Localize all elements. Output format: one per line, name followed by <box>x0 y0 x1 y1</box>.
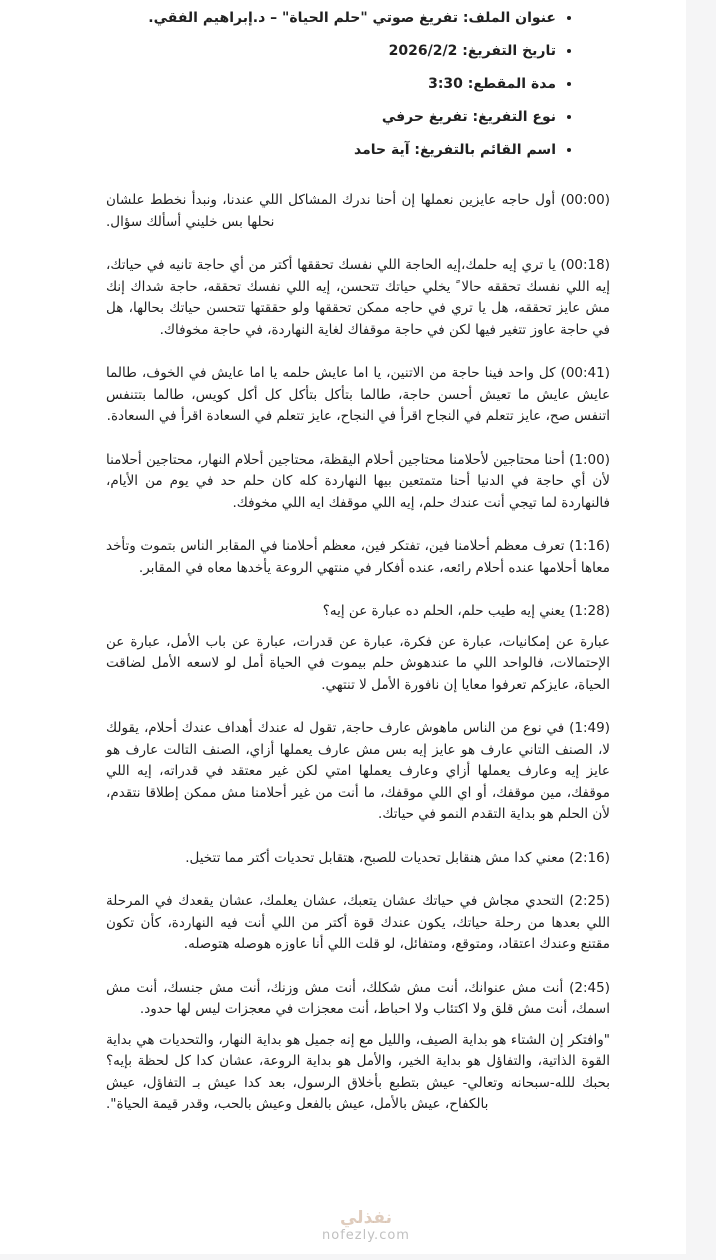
timestamp: (00:41) <box>560 365 610 381</box>
timestamp: (1:49) <box>569 720 610 736</box>
timestamp: (2:16) <box>569 849 610 866</box>
transcript-paragraph <box>106 450 610 515</box>
timestamp: (1:28) <box>569 603 610 619</box>
watermark <box>306 1208 426 1244</box>
transcript-paragraph <box>106 718 610 826</box>
transcript-paragraph <box>106 363 610 428</box>
metadata-list <box>106 8 610 160</box>
paragraph-text: التحدي مجاش في حياتك عشان يتعبك، عشان يعلمك، عشان يقعدك في المرحلة اللي بعدها من رحلة حياتك، يكون عندك قوة أكتر من اللي أنت فيه النهاردة، كأن تكون مقتنع وعندك اعتقاد، ومتوقع، ومتفائل، لو قلت اللي أنا عاوزه هوصله هتوصله. <box>106 893 610 952</box>
document-content <box>106 8 610 1116</box>
watermark-logo: نفذلي <box>339 1208 393 1228</box>
timestamp: (2:45) <box>569 979 610 996</box>
transcript-paragraph-continuation <box>106 632 610 697</box>
paragraph-text: كل واحد فينا حاجة من الاتنين، يا اما عايش حلمه يا اما عايش في الخوف، طالما عايش عايش ما تعيش أحسن حاجة، طالما بتأكل بتأكل كل أكل كويس، طالما بتتنفس اتنفس صح، عايز تتعلم في النجاح اقرأ في النجاح، عايز تتعلم في السعادة اقرأ في السعادة. <box>106 365 610 424</box>
paragraph-text: تعرف معظم أحلامنا فين، تفتكر فين، معظم أحلامنا في المقابر الناس بتموت وتأخد معاها أحلامها عنده أحلام رائعه، عنده أفكار في منتهي الروعة يأخدها معاه في المقابر. <box>106 538 610 576</box>
paragraph-text: أنت مش عنوانك، أنت مش شكلك، أنت مش وزنك، أنت مش جنسك، أنت مش اسمك، أنت مش قلق ولا اكتئاب ولا احباط، أنت معجزات في معجزات ليس لها حدود. <box>106 979 610 1017</box>
transcript-paragraph <box>106 978 610 1021</box>
paragraph-text: يعني إيه طيب حلم، الحلم ده عبارة عن إيه؟ <box>322 603 565 619</box>
watermark-domain: nofezly.com <box>322 1228 410 1243</box>
transcript <box>106 190 610 1116</box>
bottom-edge-strip <box>0 1254 716 1260</box>
metadata-item: • اسم القائم بالتفريغ: آية حامد <box>106 140 556 160</box>
paragraph-text: عبارة عن إمكانيات، عبارة عن فكرة، عبارة عن قدرات، عبارة عن باب الأمل، عبارة عن الإحتمالات، فالواحد اللي ما عندهوش حلم بيموت في الحياة أمل لو لاسعه الأمل لضاقت الحياة، عايزكم تعرفوا معايا إن نافورة الأمل لا تنتهي. <box>106 633 610 693</box>
paragraph-text: يا تري إيه حلمك،إيه الحاجة اللي نفسك تحققها أكتر من أي حاجة تانيه في حياتك، إيه اللي نفسك تحققه حالا ً يخلي حياتك تتحسن، إيه اللي نفسك تحققه، حاجة شداك إنك مش عايز تحققه، هل يا تري في حاجه ممكن تحققها ولو حققتها تتحسن حياتك بحالها، هل في حاجة عاوز تتغير فيها لكن في حاجة موقفاك لغاية النهاردة، في حاجة مخوفاك. <box>106 257 610 338</box>
transcript-paragraph-continuation <box>106 1030 610 1116</box>
transcript-paragraph <box>106 255 610 341</box>
transcript-paragraph <box>106 536 610 579</box>
transcript-paragraph <box>106 848 610 870</box>
transcript-paragraph <box>106 601 610 623</box>
paragraph-text: "وافتكر إن الشتاء هو بداية الصيف، والليل مع إنه جميل هو بداية النهار، والتحديات هي بداية القوة الذاتية، والتفاؤل هو بداية الخير، والأمل هو بداية الروعة، عشان كدا كل لحظة بإيه؟ بحبك للله-سبحانه وتعالي- عيش بتطبع بأخلاق الرسول، بعد كدا عيش بـ التفاؤل، عيش بالكفاح، عيش بالأمل، عيش بالفعل وعيش بالحب، وقدر قيمة الحياة". <box>106 1031 610 1112</box>
transcript-paragraph <box>106 190 610 233</box>
timestamp: (1:00) <box>569 451 611 468</box>
paragraph-text: أحنا محتاجين لأحلامنا محتاجين أحلام اليقظة، محتاجين أحلام النهار، محتاجين أحلامنا لأن أي حاجة في الدنيا أحنا متمتعين بيها النهاردة كله كان حلم حد في يوم من الأيام، فالنهاردة لما تيجي أنت عندك حلم، إيه اللي موقفك ايه اللي مخوفك. <box>106 451 610 511</box>
metadata-item: • مدة المقطع: 3:30 <box>106 74 556 94</box>
timestamp: (1:16) <box>569 538 610 554</box>
transcript-paragraph <box>106 891 610 956</box>
metadata-item: • تاريخ التفريغ: 2026/2/2 <box>106 41 556 61</box>
timestamp: (2:25) <box>569 893 610 909</box>
metadata-item: • عنوان الملف: تفريغ صوتي "حلم الحياة" – د.إبراهيم الفقي. <box>106 8 556 28</box>
timestamp: (00:00) <box>560 192 610 208</box>
paragraph-text: معني كدا مش هنقابل تحديات للصبح، هتقابل تحديات أكتر مما تتخيل. <box>185 849 565 866</box>
timestamp: (00:18) <box>560 257 610 273</box>
paragraph-text: أول حاجه عايزين نعملها إن أحنا ندرك المشاكل اللي عندنا، ونبدأ نخطط علشان نحلها بس خليني أسألك سؤال. <box>106 192 556 230</box>
metadata-item: • نوع التفريغ: تفريغ حرفي <box>106 107 556 127</box>
right-edge-strip <box>686 0 716 1260</box>
paragraph-text: في نوع من الناس ماهوش عارف حاجة, تقول له عندك أهداف عندك أحلام، يقولك لا، الصنف التاني عارف هو عايز إيه بس مش عارف يعملها أزاي، الصنف التالت عارف هو عايز إيه وعارف يعملها أزاي وعارف يعملها امتي لكن غير معتقد في قدراته، إيه اللي موقفك، مين موقفك، أو اي اللي موقفك، ما أنت من غير أحلامنا مش ممكن إطلاقا نتقدم، لأن الحلم هو بداية التقدم النمو في حياتك. <box>106 720 610 822</box>
